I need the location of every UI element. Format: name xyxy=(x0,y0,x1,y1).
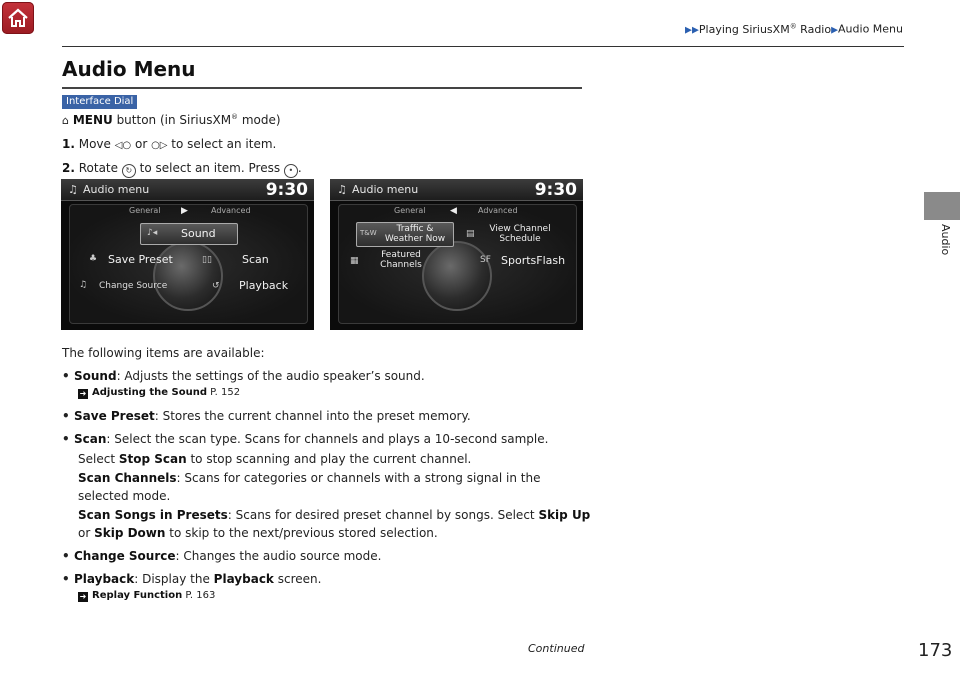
step-2: 2. Rotate ↻ to select an item. Press • . xyxy=(62,161,302,178)
list-item-playback: • Playback: Display the Playback screen. xyxy=(62,572,322,586)
audio-menu-screen-general xyxy=(61,179,314,330)
move-left-icon: ◁○ xyxy=(114,140,132,151)
scan-stop-text: Select Stop Scan to stop scanning and play the current channel. xyxy=(78,452,472,466)
playback-option[interactable]: Playback xyxy=(239,279,289,292)
list-item-save-preset: • Save Preset: Stores the current channel into the preset memory. xyxy=(62,409,471,423)
side-tab[interactable] xyxy=(924,192,960,220)
music-note-icon: ♫ xyxy=(337,183,347,196)
bullet: • xyxy=(62,432,70,446)
bullet: • xyxy=(62,369,70,383)
screen-title: Audio menu xyxy=(83,183,150,196)
reference-link-replay-function[interactable]: ➜ Replay Function P. 163 xyxy=(79,590,216,601)
scan-channels-text: Scan Channels: Scans for categories or channels with a strong signal in the xyxy=(78,471,541,485)
breadcrumb-page[interactable]: Audio Menu xyxy=(838,22,903,36)
tab-advanced[interactable]: Advanced xyxy=(478,206,518,215)
tab-arrow-left-icon: ◀ xyxy=(450,206,457,216)
page-title: Audio Menu xyxy=(62,57,196,81)
tab-general[interactable]: General xyxy=(394,206,426,215)
view-channel-schedule-option[interactable]: View Channel Schedule xyxy=(489,224,551,244)
home-icon xyxy=(7,7,29,29)
clock: 9:30 xyxy=(265,180,308,200)
sportsflash-option[interactable]: SportsFlash xyxy=(501,254,566,267)
bullet: • xyxy=(62,572,70,586)
continued-label: Continued xyxy=(528,642,585,655)
selection-dial xyxy=(422,241,492,311)
reference-arrow-icon: ➜ xyxy=(79,592,87,601)
traffic-weather-tag: T&W xyxy=(360,229,377,237)
scan-icon: ▯▯ xyxy=(202,255,212,265)
tab-general[interactable]: General xyxy=(129,206,161,215)
speaker-icon: ♪◂ xyxy=(147,228,158,238)
list-item-scan: • Scan: Select the scan type. Scans for channels and plays a 10-second sample. xyxy=(62,432,549,446)
intro-text: The following items are available: xyxy=(62,346,265,360)
breadcrumb xyxy=(685,22,903,36)
schedule-icon: ▤ xyxy=(466,229,475,239)
screen-title: Audio menu xyxy=(352,183,419,196)
reference-arrow-icon: ➜ xyxy=(79,389,87,398)
traffic-weather-option[interactable]: Traffic & Weather Now xyxy=(384,224,446,244)
bullet: • xyxy=(62,409,70,423)
rotate-dial-icon: ↻ xyxy=(122,164,136,178)
side-tab-label: Audio xyxy=(939,224,952,256)
skip-down-text: or Skip Down to skip to the next/previous stored selection. xyxy=(78,526,438,540)
screen-header-bar xyxy=(330,179,583,201)
tab-bar xyxy=(388,206,528,216)
tab-advanced[interactable]: Advanced xyxy=(211,206,251,215)
change-source-option[interactable]: Change Source xyxy=(99,281,168,291)
list-item-change-source: • Change Source: Changes the audio source mode. xyxy=(62,549,382,563)
reference-link-adjusting-sound[interactable]: ➜ Adjusting the Sound P. 152 xyxy=(79,387,241,398)
press-dial-icon: • xyxy=(284,164,298,178)
breadcrumb-section[interactable]: Playing SiriusXM® Radio xyxy=(698,22,832,36)
tab-arrow-right-icon: ▶ xyxy=(181,206,188,216)
featured-channels-icon: ▦ xyxy=(350,256,359,266)
breadcrumb-arrow-icon: ▶▶ xyxy=(685,25,699,36)
move-right-icon: ○▷ xyxy=(151,140,168,151)
home-button[interactable] xyxy=(2,2,34,34)
bullet: • xyxy=(62,549,70,563)
title-divider xyxy=(62,87,582,89)
tab-bar xyxy=(119,206,259,216)
interface-dial-badge: Interface Dial xyxy=(62,95,137,109)
page-number: 173 xyxy=(918,640,953,661)
change-source-icon: ♫ xyxy=(79,280,88,290)
scan-option[interactable]: Scan xyxy=(242,253,269,266)
screen-header-bar xyxy=(61,179,314,201)
menu-instruction: ⌂ MENU button (in SiriusXM® mode) xyxy=(62,113,281,127)
sound-option[interactable]: Sound xyxy=(181,227,216,240)
selection-dial xyxy=(153,241,223,311)
audio-menu-screen-advanced xyxy=(330,179,583,330)
sportsflash-icon: SF xyxy=(480,255,491,265)
scan-channels-text-cont: selected mode. xyxy=(78,489,171,503)
header-divider xyxy=(62,46,904,47)
step-1: 1. Move ◁○ or ○▷ to select an item. xyxy=(62,137,277,151)
music-note-icon: ♫ xyxy=(68,183,78,196)
featured-channels-option[interactable]: Featured Channels xyxy=(380,250,422,270)
clock: 9:30 xyxy=(534,180,577,200)
playback-icon: ↺ xyxy=(212,281,220,291)
breadcrumb-arrow-icon: ▶ xyxy=(831,25,839,36)
save-preset-option[interactable]: Save Preset xyxy=(108,253,173,266)
list-item-sound: • Sound: Adjusts the settings of the audio speaker’s sound. xyxy=(62,369,425,383)
scan-songs-text: Scan Songs in Presets: Scans for desired preset channel by songs. Select Skip Up xyxy=(78,508,591,522)
save-preset-icon: ♣ xyxy=(89,254,98,264)
menu-button-icon: ⌂ xyxy=(62,114,69,127)
